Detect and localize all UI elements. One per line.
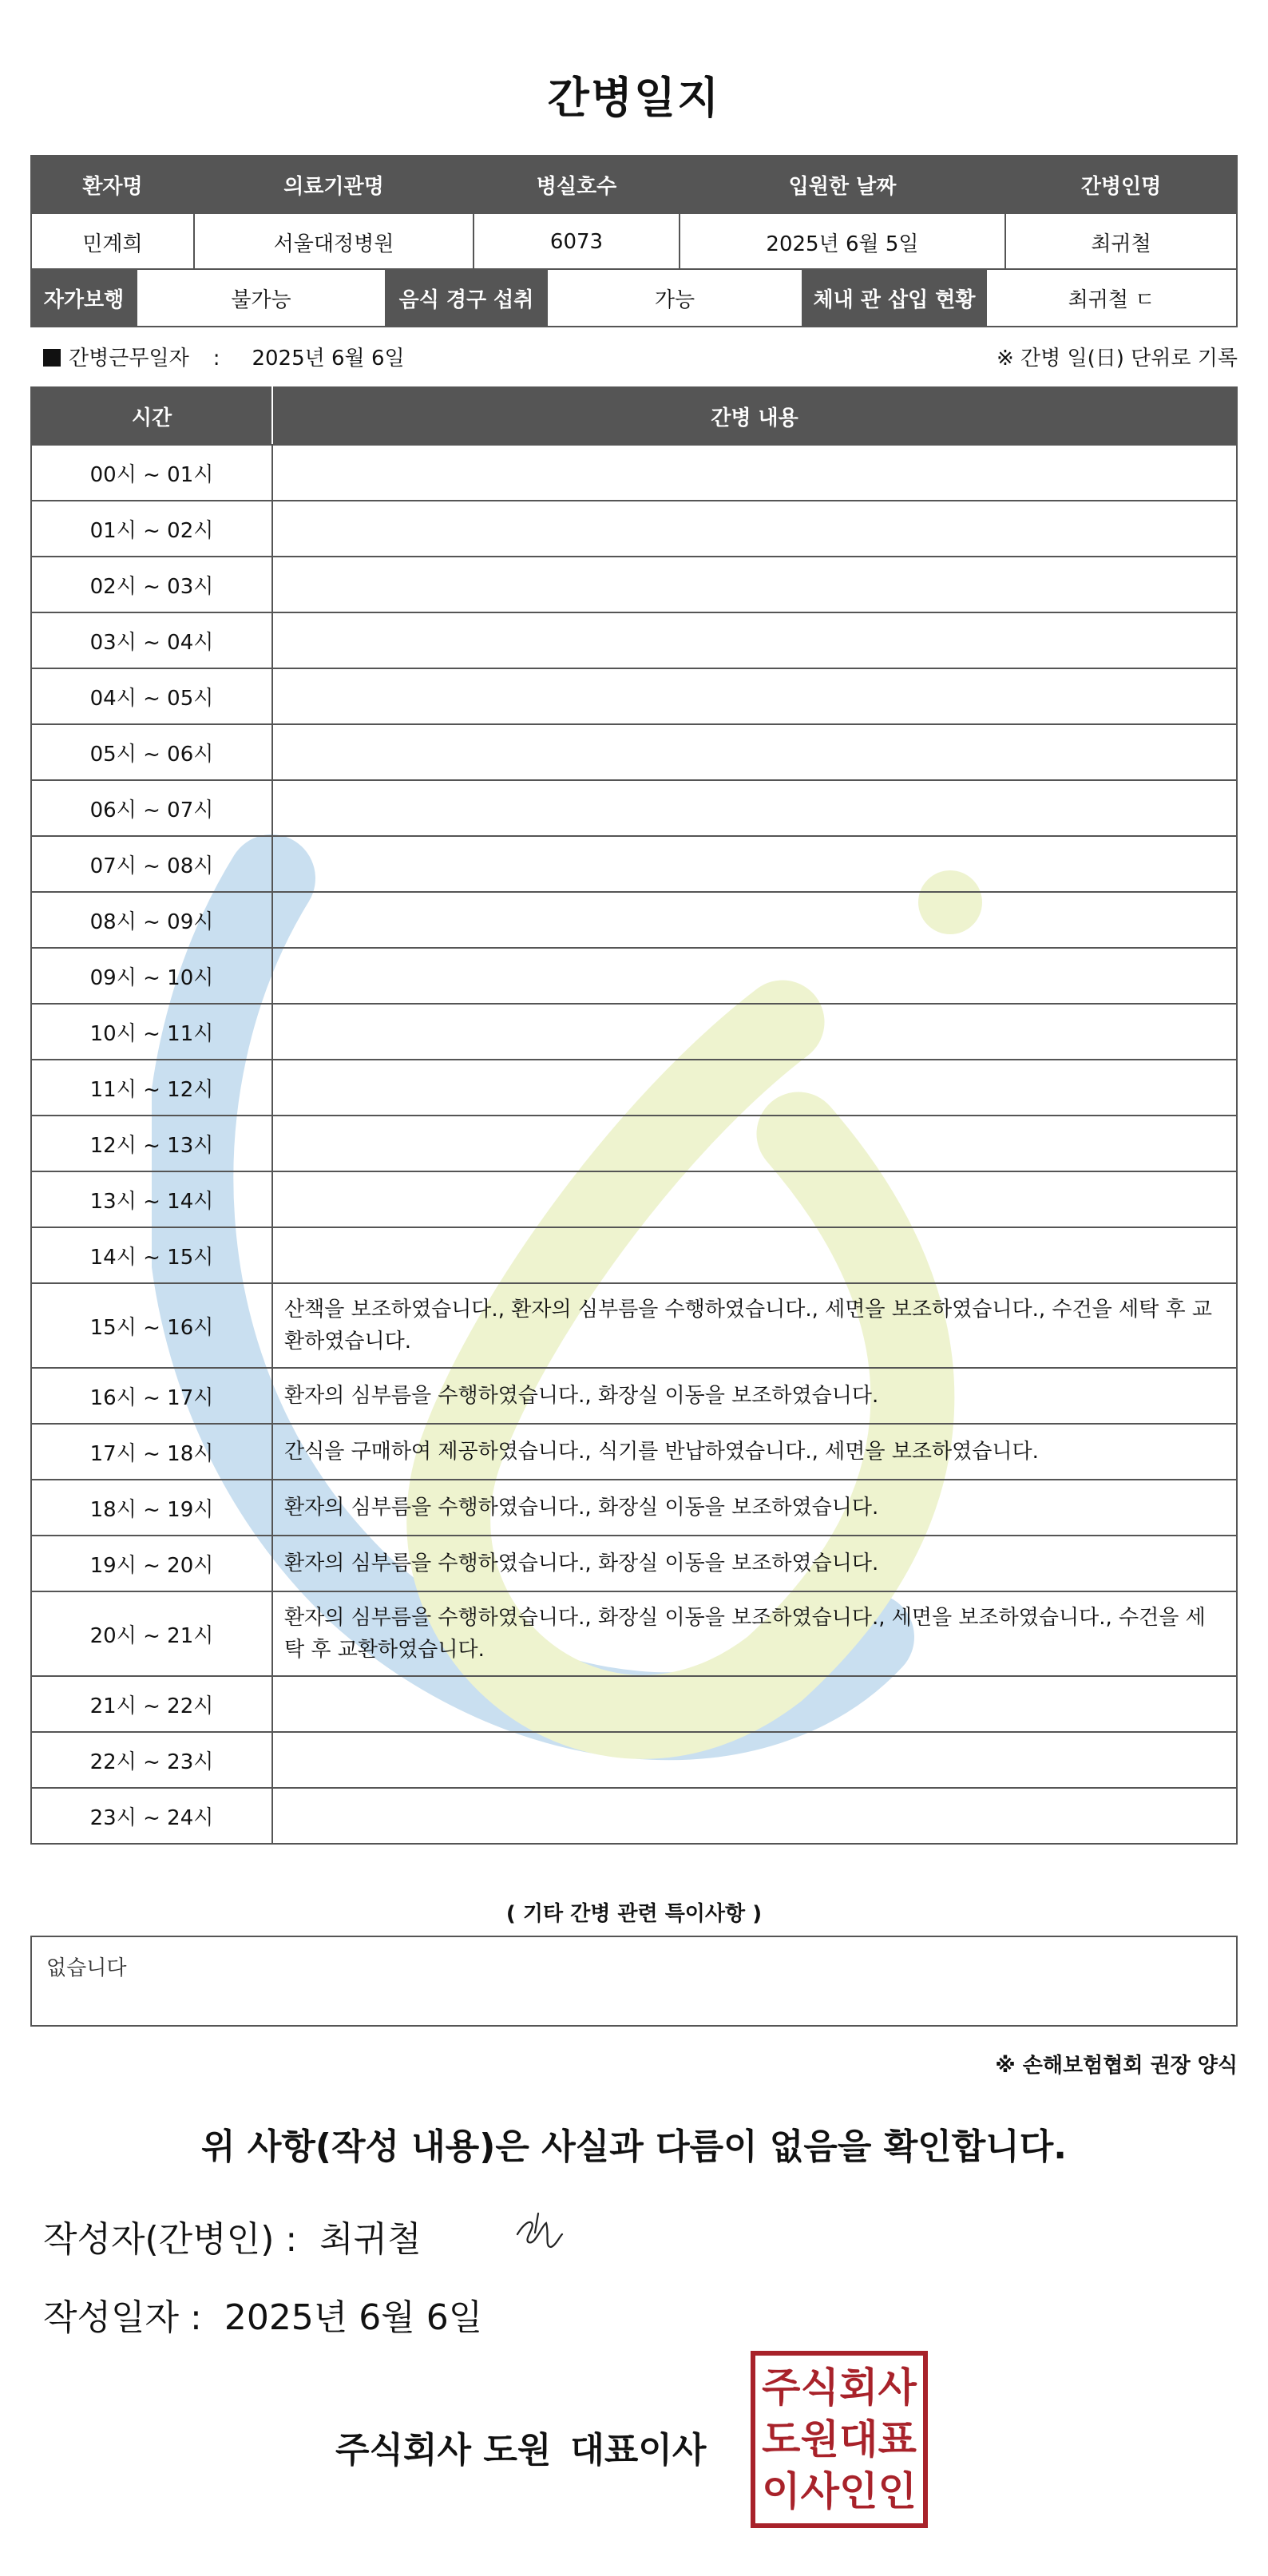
header-caregiver: 간병인명: [1005, 156, 1237, 213]
care-content: [272, 1060, 1237, 1116]
table-row: [31, 445, 1237, 501]
patient-name: 민계희: [31, 213, 194, 271]
time-slot: 18시 ~ 19시: [31, 1480, 272, 1536]
table-row: [31, 1676, 1237, 1732]
document-title: 간병일지: [547, 73, 721, 123]
recommended-form-note: ※ 손해보험협회 권장 양식: [995, 2054, 1238, 2078]
time-slot: 12시 ~ 13시: [31, 1116, 272, 1171]
care-content: [272, 724, 1237, 780]
care-log-content-header: 간병 내용: [272, 387, 1237, 445]
company-role: 대표이사: [570, 2430, 707, 2471]
care-content: 환자의 심부름을 수행하였습니다., 화장실 이동을 보조하였습니다.: [272, 1368, 1237, 1424]
patient-info-table: [30, 155, 1238, 271]
care-log-table: [30, 386, 1238, 1845]
time-slot: 10시 ~ 11시: [31, 1004, 272, 1060]
care-content: [272, 1171, 1237, 1227]
seal-glyph: 사: [878, 2364, 917, 2412]
time-slot: 16시 ~ 17시: [31, 1368, 272, 1424]
care-content: [272, 1116, 1237, 1171]
care-content: [272, 668, 1237, 724]
write-date-label: 작성일자 :: [43, 2297, 202, 2338]
seal-glyph: 식: [800, 2364, 839, 2412]
time-slot: 21시 ~ 22시: [31, 1676, 272, 1732]
work-date-line: [43, 342, 405, 371]
header-room: 병실호수: [474, 156, 680, 213]
table-row: [31, 668, 1237, 724]
special-notes-title: ( 기타 간병 관련 특이사항 ): [505, 1902, 763, 1926]
work-date-colon: :: [212, 347, 220, 371]
patient-info-header-row: [31, 156, 1237, 213]
table-row: [31, 557, 1237, 612]
work-date-note: ※ 간병 일(日) 단위로 기록: [996, 347, 1238, 371]
table-row: [31, 1536, 1237, 1591]
seal-glyph: 원: [800, 2415, 839, 2463]
time-slot: 05시 ~ 06시: [31, 724, 272, 780]
confirmation-statement: 위 사항(작성 내용)은 사실과 다름이 없음을 확인합니다.: [201, 2126, 1067, 2167]
writer-name: 최귀철: [319, 2219, 422, 2260]
patient-info-value-row: [31, 213, 1237, 271]
table-row: [31, 612, 1237, 668]
header-hospital: 의료기관명: [194, 156, 474, 213]
seal-glyph: 도: [762, 2415, 801, 2463]
meal-value: 가능: [547, 269, 802, 327]
table-row: [31, 1480, 1237, 1536]
table-row: [31, 1116, 1237, 1171]
table-row: [31, 1004, 1237, 1060]
time-slot: 07시 ~ 08시: [31, 836, 272, 892]
work-date-label: 간병근무일자: [69, 347, 189, 371]
admission-date: 2025년 6월 5일: [680, 213, 1005, 271]
meal-label: 음식 경구 섭취: [386, 269, 547, 327]
care-content: [272, 780, 1237, 836]
signature-icon: [511, 2202, 567, 2258]
header-patient-name: 환자명: [31, 156, 194, 213]
room-number: 6073: [474, 213, 680, 271]
hospital-name: 서울대정병원: [194, 213, 474, 271]
write-date-line: [43, 2289, 482, 2340]
care-content: [272, 445, 1237, 501]
table-row: [31, 1060, 1237, 1116]
care-content: [272, 612, 1237, 668]
time-slot: 19시 ~ 20시: [31, 1536, 272, 1591]
table-row: [31, 892, 1237, 948]
tube-label: 체내 관 삽입 현황: [802, 269, 986, 327]
patient-condition-row: [31, 269, 1237, 327]
seal-glyph: 이: [762, 2467, 801, 2515]
care-content: 산책을 보조하였습니다., 환자의 심부름을 수행하였습니다., 세면을 보조하였습니다., 수건을 세탁 후 교환하였습니다.: [272, 1283, 1237, 1368]
company-seal-stamp: [751, 2351, 928, 2528]
seal-glyph: 주: [762, 2364, 801, 2412]
care-log-body: [31, 445, 1237, 1844]
time-slot: 09시 ~ 10시: [31, 948, 272, 1004]
time-slot: 17시 ~ 18시: [31, 1424, 272, 1480]
writer-label: 작성자(간병인) :: [43, 2219, 298, 2260]
walk-label: 자가보행: [31, 269, 137, 327]
care-content: [272, 501, 1237, 557]
time-slot: 20시 ~ 21시: [31, 1591, 272, 1676]
care-content: [272, 1732, 1237, 1788]
care-content: [272, 557, 1237, 612]
care-content: 환자의 심부름을 수행하였습니다., 화장실 이동을 보조하였습니다.: [272, 1536, 1237, 1591]
caregiver-name: 최귀철: [1005, 213, 1237, 271]
work-date-value: 2025년 6월 6일: [252, 347, 405, 371]
care-content: 환자의 심부름을 수행하였습니다., 화장실 이동을 보조하였습니다.: [272, 1480, 1237, 1536]
table-row: [31, 1368, 1237, 1424]
seal-glyph: 인: [878, 2467, 917, 2515]
care-content: [272, 1004, 1237, 1060]
seal-glyph: 표: [878, 2415, 917, 2463]
seal-characters: [762, 2362, 917, 2517]
table-row: [31, 1227, 1237, 1283]
seal-glyph: 인: [839, 2467, 878, 2515]
time-slot: 01시 ~ 02시: [31, 501, 272, 557]
time-slot: 03시 ~ 04시: [31, 612, 272, 668]
time-slot: 13시 ~ 14시: [31, 1171, 272, 1227]
care-content: [272, 1227, 1237, 1283]
care-content: [272, 836, 1237, 892]
company-line: [335, 2421, 706, 2472]
seal-glyph: 대: [839, 2415, 878, 2463]
table-row: [31, 780, 1237, 836]
care-content: 환자의 심부름을 수행하였습니다., 화장실 이동을 보조하였습니다., 세면을 보조하였습니다., 수건을 세탁 후 교환하였습니다.: [272, 1591, 1237, 1676]
care-content: [272, 1788, 1237, 1844]
time-slot: 22시 ~ 23시: [31, 1732, 272, 1788]
table-row: [31, 948, 1237, 1004]
black-square-icon: [43, 349, 61, 367]
table-row: [31, 1283, 1237, 1368]
writer-line: [43, 2210, 422, 2261]
time-slot: 14시 ~ 15시: [31, 1227, 272, 1283]
time-slot: 15시 ~ 16시: [31, 1283, 272, 1368]
time-slot: 06시 ~ 07시: [31, 780, 272, 836]
special-notes-value: 없습니다: [46, 1956, 127, 1980]
company-name: 주식회사 도원: [335, 2430, 552, 2471]
care-content: [272, 892, 1237, 948]
table-row: [31, 1788, 1237, 1844]
care-content: [272, 1676, 1237, 1732]
care-content: [272, 948, 1237, 1004]
table-row: [31, 724, 1237, 780]
special-notes-box: [30, 1936, 1238, 2027]
time-slot: 11시 ~ 12시: [31, 1060, 272, 1116]
care-log-time-header: 시간: [31, 387, 272, 445]
header-admission-date: 입원한 날짜: [680, 156, 1005, 213]
table-row: [31, 1591, 1237, 1676]
write-date-value: 2025년 6월 6일: [224, 2297, 483, 2338]
patient-condition-table: [30, 268, 1238, 327]
table-row: [31, 1171, 1237, 1227]
walk-value: 불가능: [137, 269, 386, 327]
seal-glyph: 사: [800, 2467, 839, 2515]
care-log-header-row: [31, 387, 1237, 445]
time-slot: 23시 ~ 24시: [31, 1788, 272, 1844]
time-slot: 08시 ~ 09시: [31, 892, 272, 948]
table-row: [31, 501, 1237, 557]
table-row: [31, 1424, 1237, 1480]
table-row: [31, 836, 1237, 892]
time-slot: 04시 ~ 05시: [31, 668, 272, 724]
table-row: [31, 1732, 1237, 1788]
time-slot: 00시 ~ 01시: [31, 445, 272, 501]
care-content: 간식을 구매하여 제공하였습니다., 식기를 반납하였습니다., 세면을 보조하였습니다.: [272, 1424, 1237, 1480]
tube-value: 최귀철 ㄷ: [986, 269, 1237, 327]
seal-glyph: 회: [839, 2364, 878, 2412]
time-slot: 02시 ~ 03시: [31, 557, 272, 612]
